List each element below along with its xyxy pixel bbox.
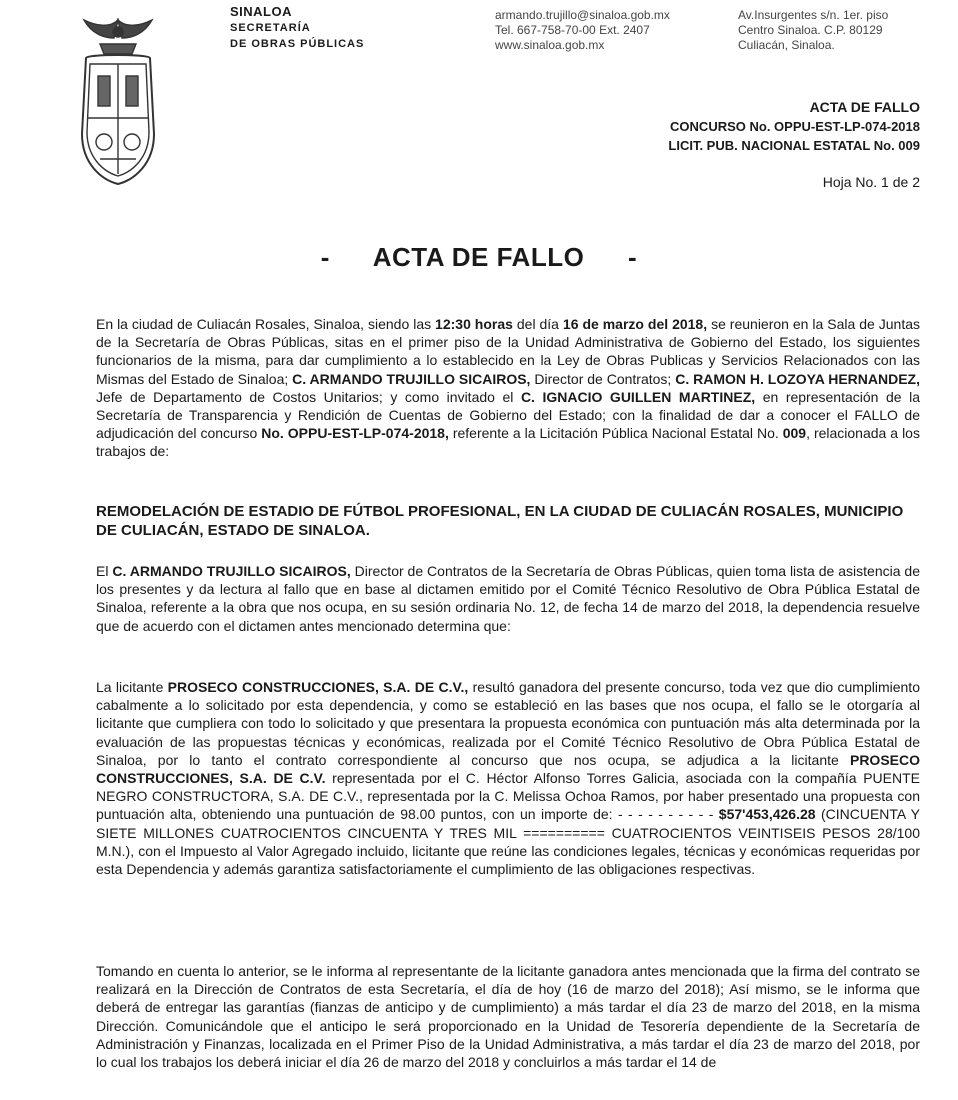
paragraph-instructions: Tomando en cuenta lo anterior, se le informa al representante de la licitante ganadora antes mencionada que la firma del contrato se realizará en la Dirección de Contratos de esta Secretaría, el día de hoy (16 de marzo del 2018); Así mismo, se le informa que deberá de entregar las garantías (fianzas de anticipo y de cumplimiento) a más tardar el día 23 de marzo del 2018, en la misma Dirección. Comunicándole que el anticipo le será proporcionado en la Unidad de Tesorería dependiente de la Secretaría de Administración y Finanzas, localizada en el Primer Piso de la Unidad Administrativa, a más tardar el día 23 de marzo del 2018, por lo cual los trabajos los deberá iniciar el día 26 de marzo del 2018 y concluirlos a más tardar el 14 de xyxy=(96,963,920,1071)
text: representada por el C. Héctor Alfonso Torres Galicia, asociada con la compañía PUENTE NEGRO CONSTRUCTORA, S.A. DE C.V., representada por la C. Melissa Ochoa Ramos, por haber presentado una propuesta con puntuación alta, obteniendo una puntuación de 98.00 puntos, con un importe de: - - - - - - - - - - xyxy=(96,770,920,823)
contact-website: www.sinaloa.gob.mx xyxy=(495,38,605,52)
address-line-2: Centro Sinaloa. C.P. 80129 xyxy=(738,23,883,37)
title-dash-right: - xyxy=(628,242,638,272)
official-name: C. IGNACIO GUILLEN MARTINEZ, xyxy=(520,388,756,405)
text: El xyxy=(96,563,113,579)
project-title: REMODELACIÓN DE ESTADIO DE FÚTBOL PROFESIONAL, EN LA CIUDAD DE CULIACÁN ROSALES, MUNICIPIO DE CULIACÁN, ESTADO DE SINALOA. xyxy=(96,503,904,539)
meeting-date: 16 de marzo del 2018, xyxy=(562,316,708,332)
ref-title: ACTA DE FALLO xyxy=(809,99,920,115)
text: , relacionada a los trabajos de: xyxy=(96,425,920,460)
org-secretariat: SECRETARÍA xyxy=(230,22,311,34)
winning-company: PROSECO CONSTRUCCIONES, S.A. DE C.V., xyxy=(167,679,469,695)
paragraph-meeting xyxy=(96,315,920,461)
concurso-number: No. OPPU-EST-LP-074-2018, xyxy=(261,425,449,442)
text: del día xyxy=(512,316,563,332)
ref-concurso: CONCURSO No. OPPU-EST-LP-074-2018 xyxy=(670,119,920,134)
text: La licitante xyxy=(96,679,168,695)
text: se reunieron en la Sala de Juntas de la Secretaría de Obras Públicas, sitas en el primer piso de la Unidad Administrativa de Gobierno del Estado, los siguientes funcionarios de la misma, para dar cumplimiento a lo establecido en la Ley de Obras Publicas y Servicios Relacionados con las Mismas del Estado de Sinaloa; xyxy=(96,316,920,387)
address-info xyxy=(738,8,888,53)
winning-company: PROSECO CONSTRUCCIONES, S.A. DE C.V. xyxy=(96,751,920,787)
org-department: DE OBRAS PÚBLICAS xyxy=(230,38,365,50)
org-state: SINALOA xyxy=(230,4,292,19)
licitacion-number: 009 xyxy=(782,425,807,442)
official-name: C. ARMANDO TRUJILLO SICAIROS, xyxy=(112,563,351,579)
meeting-time: 12:30 horas xyxy=(435,316,513,332)
text: En la ciudad de Culiacán Rosales, Sinaloa, siendo las xyxy=(96,316,436,332)
document-title xyxy=(0,242,958,273)
document-references xyxy=(668,98,920,155)
organization-name xyxy=(230,4,364,52)
contact-info xyxy=(495,8,670,53)
official-name: C. RAMON H. LOZOYA HERNANDEZ, xyxy=(675,370,921,387)
title-text: ACTA DE FALLO xyxy=(372,242,585,272)
text: Director de Contratos de la Secretaría de Obras Públicas, quien toma lista de asistencia de los presentes y da lectura al fallo que en base al dictamen emitido por el Comité Técnico Resolutivo de Obra Pública Estatal de Sinaloa, referente a la obra que nos ocupa, en su sesión ordinaria No. 12, de fecha 14 de marzo del 2018, la dependencia resuelve que de acuerdo con el dictamen antes mencionado determina que: xyxy=(96,563,920,634)
text: (CINCUENTA Y SIETE MILLONES CUATROCIENTOS CINCUENTA Y TRES MIL ========== CUATROCIENTOS VEINTISEIS PESOS 28/100 M.N.), con el Impuesto al Valor Agregado incluido, licitante que reúne las condiciones legales, técnicas y económicas requeridas por esta Dependencia y además garantiza satisfactoriamente el cumplimiento de las obligaciones respectivas. xyxy=(96,806,920,878)
title-dash-left: - xyxy=(320,242,330,272)
address-line-1: Av.Insurgentes s/n. 1er. piso xyxy=(738,8,889,22)
state-seal-image xyxy=(70,14,166,192)
official-name: C. ARMANDO TRUJILLO SICAIROS, xyxy=(292,370,531,387)
text: Jefe de Departamento de Costos Unitarios; y como invitado el xyxy=(96,388,521,405)
text: en representación de la Secretaría de Transparencia y Rendición de Cuentas de Gobierno del Estado; con la finalidad de dar a conocer el FALLO de adjudicación del concurso xyxy=(96,388,921,442)
text: referente a la Licitación Pública Nacional Estatal No. xyxy=(448,425,783,442)
contact-phone: Tel. 667-758-70-00 Ext. 2407 xyxy=(495,23,650,37)
address-line-3: Culiacán, Sinaloa. xyxy=(738,38,835,52)
text: Director de Contratos; xyxy=(530,370,676,387)
contact-email: armando.trujillo@sinaloa.gob.mx xyxy=(495,8,670,22)
ref-licitacion: LICIT. PUB. NACIONAL ESTATAL No. 009 xyxy=(668,138,920,153)
paragraph-award xyxy=(96,678,920,878)
text: resultó ganadora del presente concurso, toda vez que dio cumplimiento cabalmente a lo solicitado por esta dependencia, y como se estableció en las bases que nos ocupa, el fallo se le otorgaría al licitante que cumpliera con todo lo solicitado y que presentara la propuesta económica con puntuación más alta determinada por la evaluación de las propuestas técnicas y económicas, realizada por el Comité Técnico Resolutivo de Obra Pública Estatal de Sinaloa, por lo tanto el contrato correspondiente al concurso que nos ocupa, se adjudica a la licitante xyxy=(96,679,920,768)
award-amount: $57'453,426.28 xyxy=(718,806,816,823)
paragraph-reading xyxy=(96,562,920,635)
page-number: Hoja No. 1 de 2 xyxy=(822,174,920,190)
